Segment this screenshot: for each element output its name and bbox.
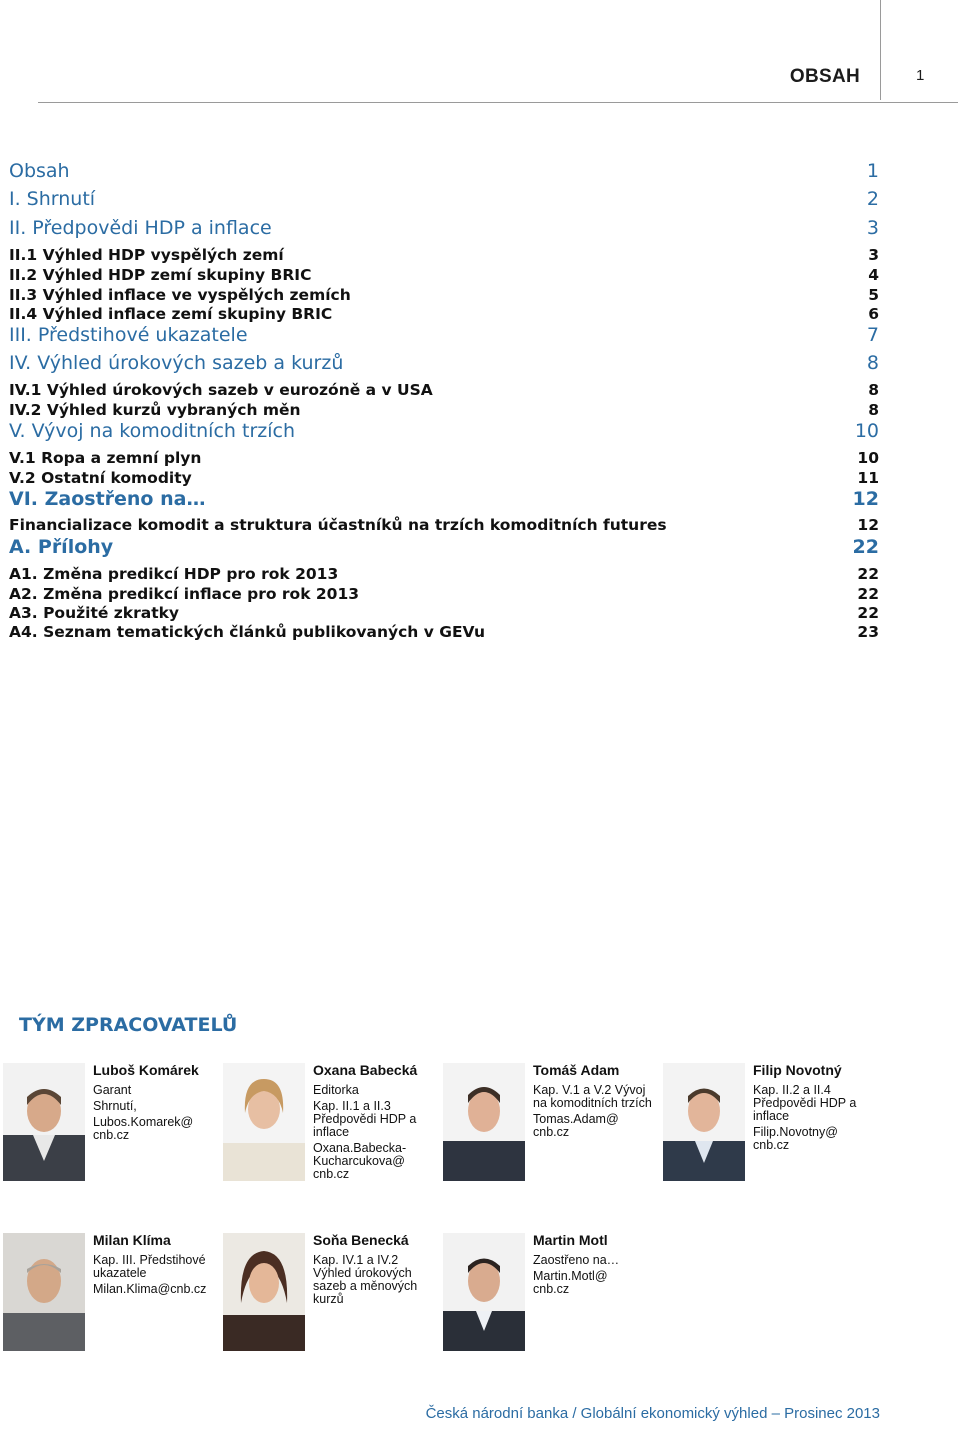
toc-entry[interactable]: VI. Zaostřeno na… 12 xyxy=(9,488,879,510)
team-member xyxy=(223,1063,433,1193)
member-detail: Garant xyxy=(93,1083,132,1097)
member-detail: Kap. II.2 a II.4 Předpovědi HDP a inflace xyxy=(753,1083,857,1123)
member-email[interactable]: Milan.Klima@cnb.cz xyxy=(93,1282,207,1296)
member-name: Milan Klíma xyxy=(93,1232,171,1248)
member-detail: Shrnutí, xyxy=(93,1099,137,1113)
member-email[interactable]: Martin.Motl@ cnb.cz xyxy=(533,1269,608,1296)
page-header-title: OBSAH xyxy=(789,66,860,87)
member-name: Oxana Babecká xyxy=(313,1062,418,1078)
member-name: Tomáš Adam xyxy=(533,1062,620,1078)
page-footer: Česká národní banka / Globální ekonomický výhled – Prosinec 2013 xyxy=(425,1405,880,1422)
toc-entry[interactable]: V.1 Ropa a zemní plyn 10 xyxy=(9,449,879,467)
toc-entry[interactable]: I. Shrnutí 2 xyxy=(9,188,879,210)
member-photo xyxy=(3,1063,85,1181)
toc-entry[interactable]: IV.1 Výhled úrokových sazeb v eurozóně a v USA 8 xyxy=(9,381,879,399)
member-photo xyxy=(223,1063,305,1181)
member-photo xyxy=(443,1063,525,1181)
toc-entry[interactable]: A4. Seznam tematických článků publikovaných v GEVu 23 xyxy=(9,623,879,641)
member-photo xyxy=(3,1233,85,1351)
toc-entry[interactable]: A1. Změna predikcí HDP pro rok 2013 22 xyxy=(9,565,879,583)
member-name: Martin Motl xyxy=(533,1232,608,1248)
member-name: Luboš Komárek xyxy=(93,1062,199,1078)
toc-entry[interactable]: A3. Použité zkratky 22 xyxy=(9,604,879,622)
team-member xyxy=(443,1233,653,1363)
toc-entry[interactable]: II.3 Výhled inflace ve vyspělých zemích 5 xyxy=(9,286,879,304)
member-email[interactable]: Oxana.Babecka-Kucharcukova@ cnb.cz xyxy=(313,1141,407,1181)
member-name: Soňa Benecká xyxy=(313,1232,409,1248)
header-divider xyxy=(880,0,881,100)
toc-entry[interactable]: IV. Výhled úrokových sazeb a kurzů 8 xyxy=(9,352,879,374)
team-member xyxy=(3,1063,213,1193)
member-detail: Zaostřeno na… xyxy=(533,1253,620,1267)
toc-entry[interactable]: II.4 Výhled inflace zemí skupiny BRIC 6 xyxy=(9,305,879,323)
member-photo xyxy=(443,1233,525,1351)
toc-entry[interactable]: III. Předstihové ukazatele 7 xyxy=(9,324,879,346)
member-detail: Kap. V.1 a V.2 Vývoj na komoditních trzích xyxy=(533,1083,652,1110)
page-number: 1 xyxy=(916,67,925,84)
team-member xyxy=(223,1233,433,1363)
team-member xyxy=(3,1233,213,1363)
member-detail: Kap. III. Předstihové ukazatele xyxy=(93,1253,206,1280)
toc-entry[interactable]: V. Vývoj na komoditních trzích 10 xyxy=(9,420,879,442)
member-photo xyxy=(223,1233,305,1351)
toc-entry[interactable]: IV.2 Výhled kurzů vybraných měn 8 xyxy=(9,401,879,419)
member-name: Filip Novotný xyxy=(753,1062,842,1078)
team-section-title: TÝM ZPRACOVATELŮ xyxy=(19,1014,238,1036)
toc-entry[interactable]: II.1 Výhled HDP vyspělých zemí 3 xyxy=(9,246,879,264)
member-photo xyxy=(663,1063,745,1181)
toc-entry[interactable]: V.2 Ostatní komodity 11 xyxy=(9,469,879,487)
member-detail: Kap. IV.1 a IV.2 Výhled úrokových sazeb a měnových kurzů xyxy=(313,1253,418,1306)
team-member xyxy=(443,1063,653,1193)
toc-entry[interactable]: Financializace komodit a struktura účastníků na trzích komoditních futures 12 xyxy=(9,516,879,534)
toc-entry[interactable]: II.2 Výhled HDP zemí skupiny BRIC 4 xyxy=(9,266,879,284)
member-email[interactable]: Filip.Novotny@ cnb.cz xyxy=(753,1125,838,1152)
toc-entry[interactable]: Obsah 1 xyxy=(9,160,879,182)
toc-entry[interactable]: A. Přílohy 22 xyxy=(9,536,879,558)
toc-entry[interactable]: A2. Změna predikcí inflace pro rok 2013 22 xyxy=(9,585,879,603)
member-detail: Kap. II.1 a II.3 Předpovědi HDP a inflace xyxy=(313,1099,417,1139)
member-email[interactable]: Tomas.Adam@ cnb.cz xyxy=(533,1112,619,1139)
member-email[interactable]: Lubos.Komarek@ cnb.cz xyxy=(93,1115,194,1142)
team-member xyxy=(663,1063,873,1193)
member-detail: Editorka xyxy=(313,1083,359,1097)
toc-entry[interactable]: II. Předpovědi HDP a inflace 3 xyxy=(9,217,879,239)
